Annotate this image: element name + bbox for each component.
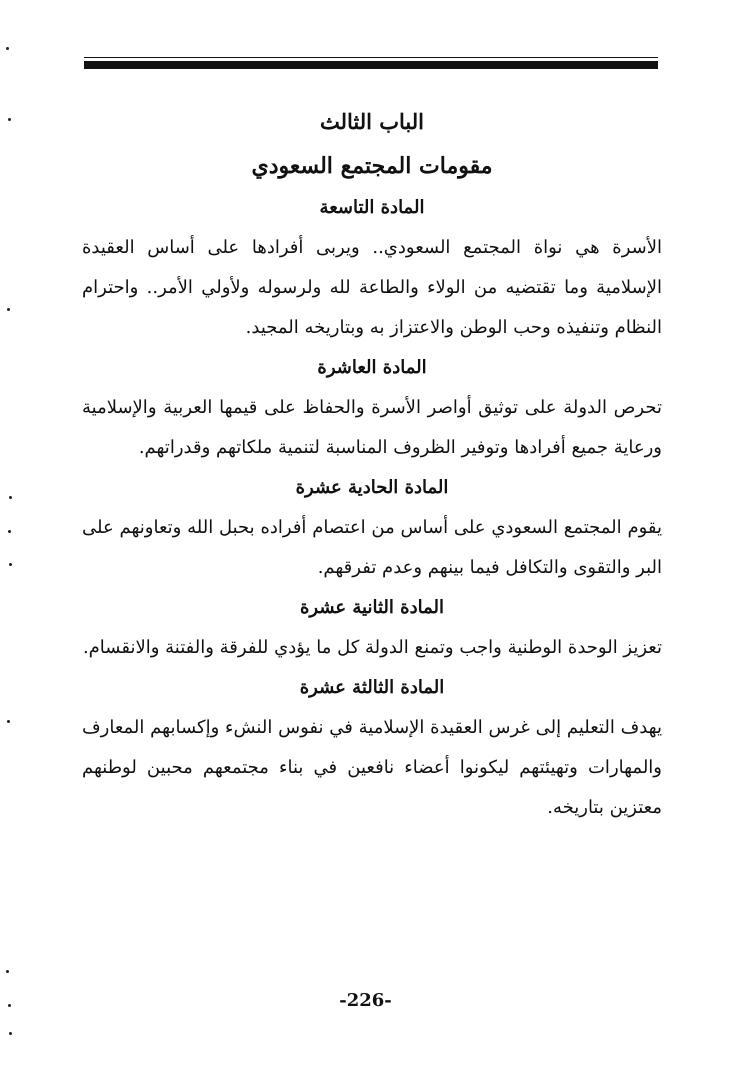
scan-speck [9,1032,12,1035]
article-title: المادة التاسعة [319,197,425,218]
scan-speck [9,496,12,499]
main-title: مقومات المجتمع السعودي [251,153,493,179]
scan-speck [9,563,12,566]
page-content [80,100,664,828]
article-12 [80,588,664,668]
scan-speck [6,47,9,50]
header-rule-thick [84,61,658,69]
article-body: يهدف التعليم إلى غرس العقيدة الإسلامية في نفوس النشء وإكسابهم المعارف والمهارات وتهيئتهم ليكونوا أعضاء نافعين في بناء مجتمعهم محبين لوطنهم معتزين بتاريخه. [82,717,662,818]
article-11 [80,468,664,588]
scan-speck [8,530,11,533]
article-title: المادة العاشرة [317,357,427,378]
scan-speck [7,720,10,723]
article-9 [80,188,664,348]
article-body: الأسرة هي نواة المجتمع السعودي.. ويربى أفرادها على أساس العقيدة الإسلامية وما تقتضيه من الولاء والطاعة لله ولرسوله ولأولي الأمر.. واحترام النظام وتنفيذه وحب الوطن والاعتزاز به وبتاريخه المجيد. [82,237,662,338]
scan-speck [8,1004,11,1007]
article-10 [80,348,664,468]
article-body: تعزيز الوحدة الوطنية واجب وتمنع الدولة كل ما يؤدي للفرقة والفتنة والانقسام. [82,637,662,658]
article-13 [80,668,664,828]
page-number: -226- [339,990,392,1011]
scan-speck [6,970,9,973]
scan-speck [8,118,11,121]
part-title: الباب الثالث [319,109,425,134]
article-title: المادة الحادية عشرة [295,477,449,498]
scan-speck [7,308,10,311]
header-rule-thin [84,57,658,58]
article-title: المادة الثالثة عشرة [299,677,445,698]
article-title: المادة الثانية عشرة [299,597,444,618]
article-body: يقوم المجتمع السعودي على أساس من اعتصام أفراده بحبل الله وتعاونهم على البر والتقوى والتكافل فيما بينهم وعدم تفرقهم. [82,517,663,578]
article-body: تحرص الدولة على توثيق أواصر الأسرة والحفاظ على قيمها العربية والإسلامية ورعاية جميع أفرادها وتوفير الظروف المناسبة لتنمية ملكاتهم وقدراتهم. [82,397,662,458]
